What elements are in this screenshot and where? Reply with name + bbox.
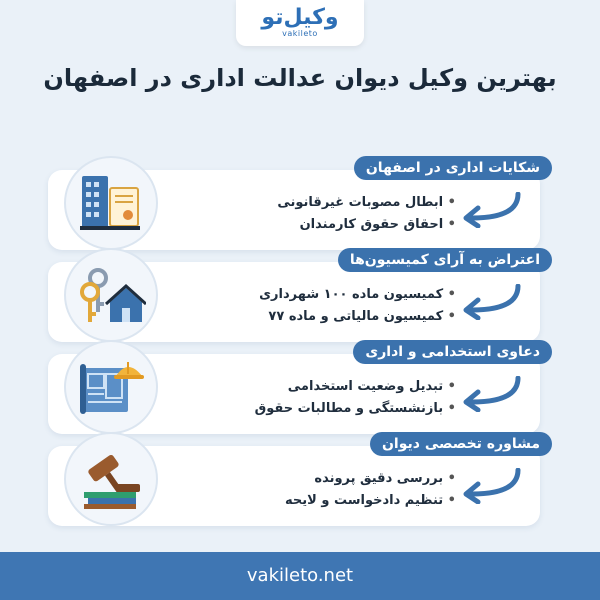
card-list xyxy=(259,284,456,328)
service-card-commissions xyxy=(48,252,540,342)
card-list xyxy=(255,376,456,420)
card-heading: اعتراض به آرای کمیسیون‌ها xyxy=(338,248,552,272)
curved-arrow-icon xyxy=(456,376,526,412)
card-heading: مشاوره تخصصی دیوان xyxy=(370,432,552,456)
curved-arrow-icon xyxy=(456,284,526,320)
footer-url[interactable]: vakileto.net xyxy=(0,552,600,600)
list-item: • کمیسیون مالیاتی و ماده ۷۷ xyxy=(259,306,456,328)
card-heading: دعاوی استخدامی و اداری xyxy=(353,340,552,364)
service-card-employment xyxy=(48,344,540,434)
logo-text: وکیل‌تو xyxy=(261,5,339,30)
curved-arrow-icon xyxy=(456,468,526,504)
logo-subtext: vakileto xyxy=(282,29,318,38)
gavel-books-icon xyxy=(64,432,158,526)
list-item: • ابطال مصوبات غیرقانونی xyxy=(277,192,456,214)
logo xyxy=(236,0,364,46)
blueprint-helmet-icon xyxy=(64,340,158,434)
card-list xyxy=(285,468,456,512)
service-card-consulting xyxy=(48,436,540,526)
list-item: • کمیسیون ماده ۱۰۰ شهرداری xyxy=(259,284,456,306)
card-heading: شکایات اداری در اصفهان xyxy=(354,156,552,180)
office-building-document-icon xyxy=(64,156,158,250)
page-title: بهترین وکیل دیوان عدالت اداری در اصفهان xyxy=(43,64,557,92)
list-item: • تبدیل وضعیت استخدامی xyxy=(255,376,456,398)
list-item: • بازنشستگی و مطالبات حقوق xyxy=(255,398,456,420)
curved-arrow-icon xyxy=(456,192,526,228)
service-card-complaints xyxy=(48,160,540,250)
list-item: • احقاق حقوق کارمندان xyxy=(277,214,456,236)
card-list xyxy=(277,192,456,236)
keys-house-icon xyxy=(64,248,158,342)
list-item: • بررسی دقیق پرونده xyxy=(285,468,456,490)
list-item: • تنظیم دادخواست و لایحه xyxy=(285,490,456,512)
